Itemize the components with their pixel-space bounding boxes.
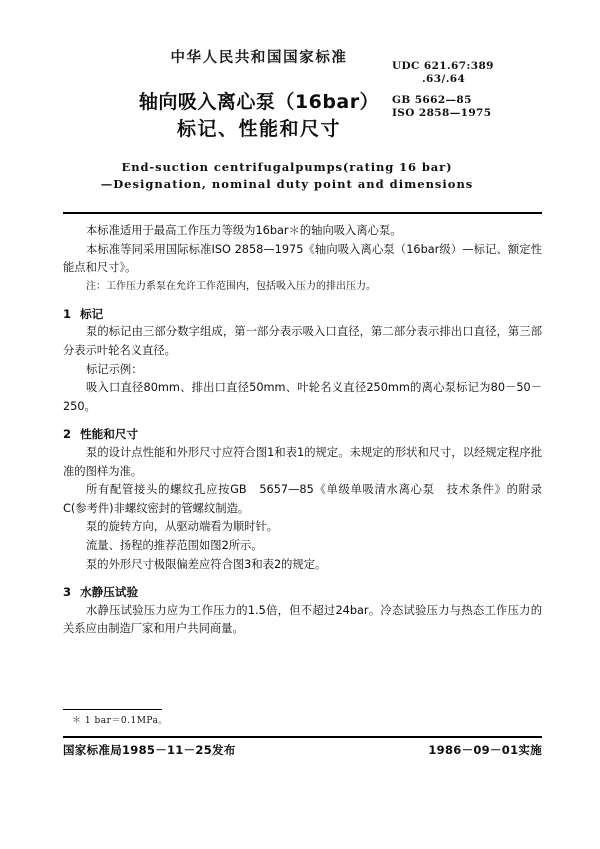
intro-paragraph-1: 本标准适用于最高工作压力等级为16bar＊的轴向吸入离心泵。: [86, 224, 402, 237]
section-spacer: [63, 416, 542, 425]
header-divider-rule: [63, 212, 542, 214]
section-title-1: 标记: [80, 306, 104, 321]
page-subtitle: 标记、性能和尺寸: [176, 118, 341, 140]
section-2-paragraph-4: 流量、扬程的推荐范围如图2所示。: [86, 538, 263, 552]
section-heading-2: [63, 425, 542, 444]
issuing-authority-and-date: 国家标准局1985－11－25发布: [63, 743, 236, 757]
udc-code-line1: UDC 621.67:389: [392, 60, 494, 72]
section-1-paragraph-3: 吸入口直径80mm、排出口直径50mm、叶轮名义直径250mm的离心泵标记为80－50－250。: [63, 381, 542, 413]
standard-codes-block: [392, 60, 542, 119]
intro-paragraph-2: 本标准等同采用国际标准ISO 2858—1975《轴向吸入离心泵（16bar级）—标记、额定性能点和尺寸》。: [63, 242, 542, 275]
footer-divider-rule: [63, 736, 542, 738]
intro-note: 注：工作压力系泵在允许工作范围内，包括吸入压力的排出压力。: [86, 280, 376, 292]
section-2-paragraph-3: 泵的旋转方向，从驱动端看为顺时针。: [86, 520, 279, 534]
section-2-paragraph-1: 泵的设计点性能和外形尺寸应符合图1和表1的规定。未规定的形状和尺寸，以经规定程序批准的图样为准。: [63, 445, 542, 478]
section-2-paragraph-5: 泵的外形尺寸极限偏差应符合图3和表2的规定。: [86, 557, 327, 571]
iso-standard-number: ISO 2858—1975: [392, 106, 492, 119]
footnote-text: ＊ 1 bar＝0.1MPa。: [72, 716, 168, 726]
english-title-line1: End-suction centrifugalpumps(rating 16 bar): [121, 160, 453, 174]
section-spacer: [63, 574, 542, 583]
section-heading-1: [63, 305, 542, 324]
codes-spacer: [392, 85, 542, 94]
section-heading-3: [63, 583, 542, 602]
section-title-3: 水静压试验: [80, 585, 139, 600]
page-title: 轴向吸入离心泵（16bar）: [138, 91, 380, 113]
national-standard-label: 中华人民共和国国家标准: [170, 50, 348, 66]
section-number-1: 1: [63, 306, 72, 321]
udc-code-line2: .63/.64: [422, 72, 466, 85]
section-number-2: 2: [63, 427, 72, 442]
effective-date: 1986－09－01实施: [428, 743, 542, 757]
english-title-line2: —Designation, nominal duty point and dimensions: [100, 177, 474, 191]
section-3-paragraph-1: 水静压试验压力应为工作压力的1.5倍，但不超过24bar。冷态试验压力与热态工作压力的关系应由制造厂家和用户共同商量。: [63, 603, 542, 636]
section-2-paragraph-2: 所有配管接头的螺纹孔应按GB 5657—85《单级单吸清水离心泵 技术条件》的附录C(参考件)非螺纹密封的管螺纹制造。: [63, 483, 542, 515]
section-number-3: 3: [63, 585, 72, 600]
section-1-paragraph-2: 标记示例：: [86, 362, 143, 376]
section-1-paragraph-1: 泵的标记由三部分数字组成，第一部分表示吸入口直径，第二部分表示排出口直径，第三部分表示叶轮名义直径。: [63, 325, 542, 357]
document-header: [63, 46, 542, 193]
english-title: [77, 159, 497, 193]
footnote-separator-rule: [63, 709, 162, 710]
section-spacer: [63, 296, 542, 305]
gb-standard-number: GB 5662—85: [392, 94, 472, 106]
section-title-2: 性能和尺寸: [80, 427, 139, 442]
document-body: [63, 222, 542, 639]
